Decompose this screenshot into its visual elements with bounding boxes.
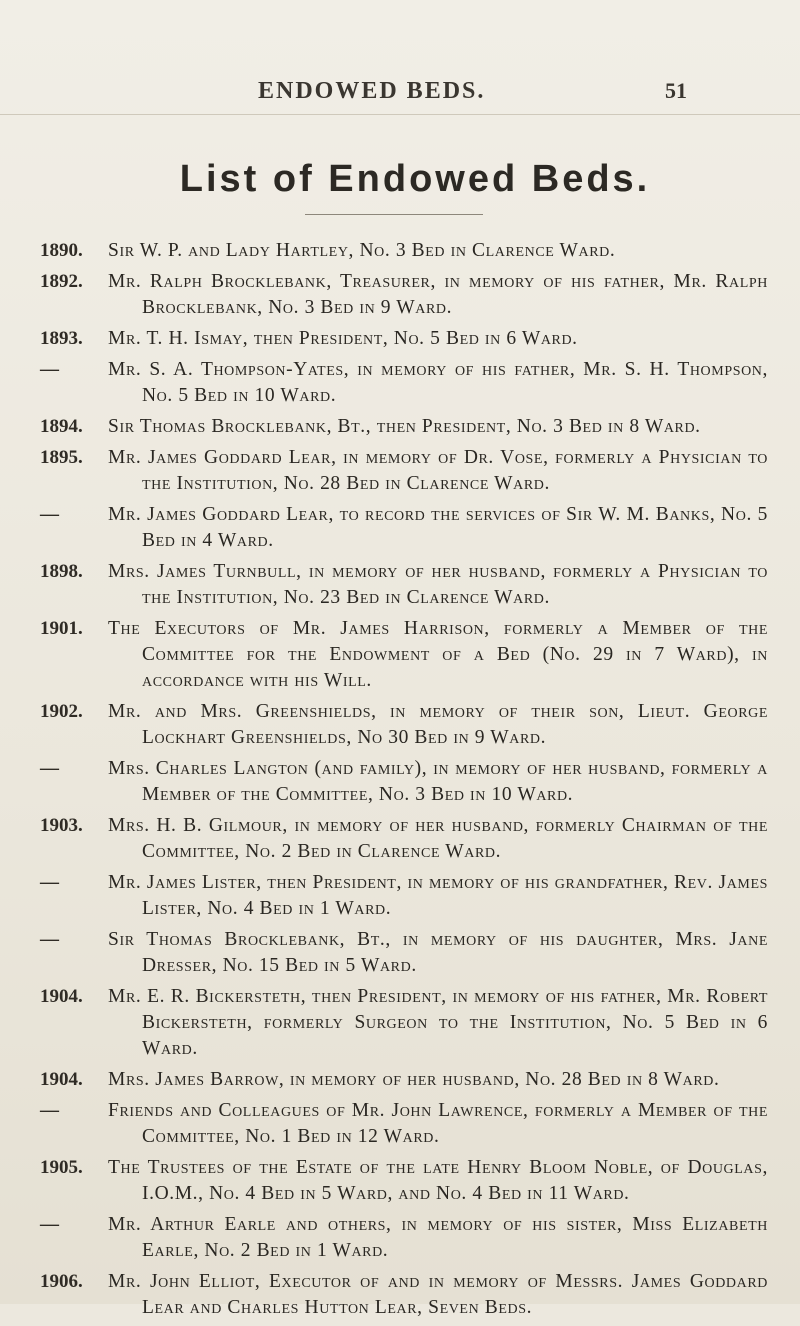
entry-year: 1902. [40, 701, 83, 722]
list-entry [0, 1067, 800, 1093]
entry-year: 1904. [40, 1069, 83, 1090]
list-entry [0, 927, 800, 979]
list-entry [0, 559, 800, 611]
list-entry [0, 445, 800, 497]
entry-text: Mrs. James Barrow, in memory of her husband, No. 28 Bed in 8 Ward. [108, 1069, 720, 1090]
entry-year: — [40, 359, 59, 380]
list-entry [0, 238, 800, 264]
entry-year: 1901. [40, 618, 83, 639]
entry-text: Mr. Arthur Earle and others, in memory of his sister, Miss Elizabeth Earle, No. 2 Bed in 1 Ward. [108, 1214, 768, 1261]
entry-text: Mr. James Lister, then President, in memory of his grandfather, Rev. James Lister, No. 4 Bed in 1 Ward. [108, 872, 768, 919]
entry-text: Friends and Colleagues of Mr. John Lawrence, formerly a Member of the Committee, No. 1 Bed in 12 Ward. [108, 1100, 768, 1147]
section-title: List of Endowed Beds. [179, 158, 651, 200]
entry-text: Mrs. H. B. Gilmour, in memory of her husband, formerly Chairman of the Committee, No. 2 Bed in Clarence Ward. [108, 815, 768, 862]
entry-text: Mr. Ralph Brocklebank, Treasurer, in memory of his father, Mr. Ralph Brocklebank, No. 3 Bed in 9 Ward. [108, 271, 768, 318]
entry-year: 1905. [40, 1157, 83, 1178]
list-entry [0, 326, 800, 352]
list-entry [0, 357, 800, 409]
entry-year: 1898. [40, 561, 83, 582]
list-entry [0, 870, 800, 922]
list-entry [0, 984, 800, 1062]
running-title: ENDOWED BEDS. [258, 78, 486, 104]
title-underline [305, 214, 483, 215]
entry-text: Mr. and Mrs. Greenshields, in memory of their son, Lieut. George Lockhart Greenshields, No 30 Bed in 9 Ward. [108, 701, 768, 748]
entry-year: — [40, 758, 59, 779]
entry-text: Mrs. James Turnbull, in memory of her husband, formerly a Physician to the Institution, No. 23 Bed in Clarence Ward. [108, 561, 768, 608]
list-entry [0, 1269, 800, 1321]
entry-text: Sir Thomas Brocklebank, Bt., in memory of his daughter, Mrs. Jane Dresser, No. 15 Bed in 5 Ward. [108, 929, 768, 976]
entry-text: Sir Thomas Brocklebank, Bt., then President, No. 3 Bed in 8 Ward. [108, 416, 701, 437]
entry-year: — [40, 929, 59, 950]
entry-year: 1895. [40, 447, 83, 468]
entry-text: The Executors of Mr. James Harrison, formerly a Member of the Committee for the Endowment of a Bed (No. 29 in 7 Ward), in accordance with his Will. [108, 618, 768, 691]
entry-year: — [40, 1214, 59, 1235]
list-entry [0, 699, 800, 751]
entry-year: 1890. [40, 240, 83, 261]
entry-year: 1903. [40, 815, 83, 836]
entry-year: — [40, 504, 59, 525]
entry-text: Mr. John Elliot, Executor of and in memory of Messrs. James Goddard Lear and Charles Hutton Lear, Seven Beds. [108, 1271, 768, 1318]
entry-text: Mr. E. R. Bickersteth, then President, in memory of his father, Mr. Robert Bickersteth, formerly Surgeon to the Institution, No. 5 Bed in 6 Ward. [108, 986, 768, 1059]
list-entry [0, 813, 800, 865]
list-entry [0, 1212, 800, 1264]
header-rule [0, 114, 800, 115]
entry-year: 1893. [40, 328, 83, 349]
entry-text: The Trustees of the Estate of the late Henry Bloom Noble, of Douglas, I.O.M., No. 4 Bed in 5 Ward, and No. 4 Bed in 11 Ward. [108, 1157, 768, 1204]
entry-text: Mrs. Charles Langton (and family), in memory of her husband, formerly a Member of the Committee, No. 3 Bed in 10 Ward. [108, 758, 768, 805]
entry-year: — [40, 872, 59, 893]
list-entry [0, 1098, 800, 1150]
endowment-list [0, 238, 800, 1326]
list-entry [0, 269, 800, 321]
entry-text: Mr. James Goddard Lear, to record the services of Sir W. M. Banks, No. 5 Bed in 4 Ward. [108, 504, 768, 551]
running-head [0, 78, 800, 108]
list-entry [0, 616, 800, 694]
entry-year: 1894. [40, 416, 83, 437]
page-number: 51 [665, 78, 687, 103]
list-entry [0, 414, 800, 440]
list-entry [0, 756, 800, 808]
entry-year: — [40, 1100, 59, 1121]
entry-year: 1892. [40, 271, 83, 292]
entry-text: Mr. James Goddard Lear, in memory of Dr. Vose, formerly a Physician to the Institution, No. 28 Bed in Clarence Ward. [108, 447, 768, 494]
entry-text: Mr. T. H. Ismay, then President, No. 5 Bed in 6 Ward. [108, 328, 578, 349]
list-entry [0, 502, 800, 554]
entry-year: 1904. [40, 986, 83, 1007]
list-entry [0, 1155, 800, 1207]
entry-text: Mr. S. A. Thompson-Yates, in memory of his father, Mr. S. H. Thompson, No. 5 Bed in 10 Ward. [108, 359, 768, 406]
entry-year: 1906. [40, 1271, 83, 1292]
entry-text: Sir W. P. and Lady Hartley, No. 3 Bed in Clarence Ward. [108, 240, 616, 261]
